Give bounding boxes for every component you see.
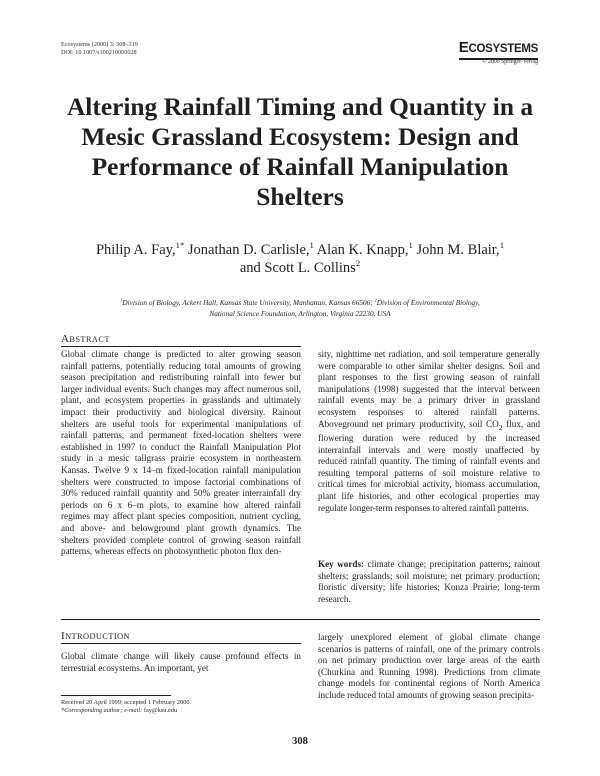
author-line-1: [60, 241, 540, 259]
journal-initial: E: [458, 39, 469, 56]
author: Philip A. Fay,: [95, 242, 176, 258]
abstract-text: Global climate change is predicted to alter growing season rainfall patterns, potentially reducing total amounts of growing season precipitation and redistributing rainfall into fewer but larger individual events. Such changes may affect numerous soil, plant, and ecosystem properties in grasslands and ultimately impact their productivity and biological diversity. Rainout shelters are useful tools for experimental manipulations of rainfall patterns, and permanent fixed-location shelters were established in 1997 to conduct the Rainfall Manipulation Plot study in a mesic tallgrass prairie ecosystem in northeastern Kansas. Twelve 9 x 14–m fixed-location rainfall manipulation shelters were constructed to impose factorial combinations of 30% reduced rainfall quantity and 50% greater interrainfall dry periods on 6 x 6–m plots, to examine how altered rainfall regimes may affect plant species composition, nutrient cycling, and above- and belowground plant growth dynamics. The shelters provided complete control of growing season rainfall patterns, whereas effects on photosynthetic photon flux den-: [61, 349, 301, 557]
corresponding-label: *Corresponding author; e-mail:: [61, 707, 143, 715]
abstract-text-continued: [318, 349, 540, 514]
introduction-text: Global climate change will likely cause profound effects in terrestrial ecosystems. An important, yet: [61, 651, 301, 673]
subscript: 2: [498, 422, 503, 432]
heading-initial: A: [61, 333, 70, 345]
affil-mark: 1: [120, 297, 123, 303]
affil-mark: 2: [374, 297, 377, 303]
abstract-text-part: sity, nighttime net radiation, and soil temperature generally were comparable to other similar shelter designs. Soil and plant responses to the first growing season of rainfall manipulations (1998) suggested that the interval between rainfall events may be a primary driver in grassland ecosystem responses to altered rainfall patterns. Aboveground net primary productivity, soil CO: [318, 349, 540, 429]
author-affil-mark: 1: [175, 240, 180, 251]
affiliation-line-2: National Science Foundation, Arlington, Virginia 22230, USA: [209, 309, 391, 318]
affiliation-line-1: [60, 297, 540, 308]
keywords: [318, 559, 540, 605]
introduction-rule: [61, 643, 301, 644]
affiliation-text: Division of Environmental Biology,: [376, 298, 480, 307]
abstract-text-part: flux, and flowering duration were reduced by the increased interrainfall intervals and were mostly unaffected by reduced rainfall quantity. The timing of rainfall events and resulting temporal patterns of soil moisture relative to critical times for microbial activity, biomass accumulation, plant life histories, and other ecological properties may regulate longer-term responses to altered rainfall patterns.: [318, 418, 541, 513]
doi-line: DOI: 10.1007/s100210000028: [61, 49, 137, 57]
citation-line: Ecosystems (2000) 3: 308–319: [61, 41, 138, 48]
author-line-2: [60, 259, 540, 277]
author-email: fay@ksu.edu: [142, 707, 178, 715]
heading-rest: BSTRACT: [69, 335, 110, 344]
copyright: © 2000 Springer-Verlag: [482, 59, 538, 65]
heading-rest: NTRODUCTION: [65, 632, 130, 641]
introduction-heading: [61, 630, 301, 642]
footnotes: [61, 699, 301, 716]
introduction-right-column: [318, 632, 540, 702]
page-number: 308: [292, 736, 308, 747]
abstract-right-column: [318, 349, 540, 514]
footnote-rule: [61, 695, 171, 696]
abstract-rule: [61, 346, 301, 347]
keywords-text: climate change; precipitation patterns; rainout shelters; grasslands; soil moisture; net primary production; floristic diversity; life histories; Konza Prairie; long-term research.: [318, 559, 540, 604]
corresponding-mark: *: [179, 240, 185, 251]
keywords-paragraph: [318, 559, 540, 605]
abstract-left-column: [61, 349, 301, 558]
received-date: Received 20 April 1999; accepted 1 February 2000.: [61, 699, 192, 706]
journal-logo: [459, 40, 538, 60]
article-title: Altering Rainfall Timing and Quantity in a Mesic Grassland Ecosystem: Design and Performance of Rainfall Manipulation Shelters: [66, 93, 534, 211]
author-affil-mark: 1: [309, 240, 314, 251]
keywords-label: Key words:: [318, 559, 365, 569]
introduction-text-continued: largely unexplored element of global climate change scenarios is patterns of rainfall, one of the primary controls on net primary production over large areas of the earth (Churkina and Running 1998). Predictions from climate change models for continental regions of North America include reduced total amounts of growing season precipita-: [318, 632, 540, 700]
affiliations: [60, 297, 540, 319]
journal-rest: COSYSTEMS: [468, 43, 538, 55]
author-affil-mark: 1: [499, 240, 505, 251]
author-affil-mark: 1: [408, 240, 413, 251]
section-separator: [61, 619, 540, 620]
affiliation-text: Division of Biology, Ackert Hall, Kansas State University, Manhattan, Kansas 66506;: [122, 298, 375, 307]
heading-initial: I: [61, 630, 66, 642]
author-list: [60, 241, 540, 277]
author: John M. Blair,: [412, 242, 500, 258]
corresponding-author: [61, 707, 301, 715]
citation-header: [61, 41, 138, 57]
abstract-heading: [61, 333, 301, 345]
author: and Scott L. Collins: [239, 260, 356, 276]
author-affil-mark: 2: [355, 258, 361, 269]
author: Jonathan D. Carlisle,: [184, 242, 310, 258]
author: Alan K. Knapp,: [313, 242, 409, 258]
introduction-left-column: [61, 651, 301, 674]
